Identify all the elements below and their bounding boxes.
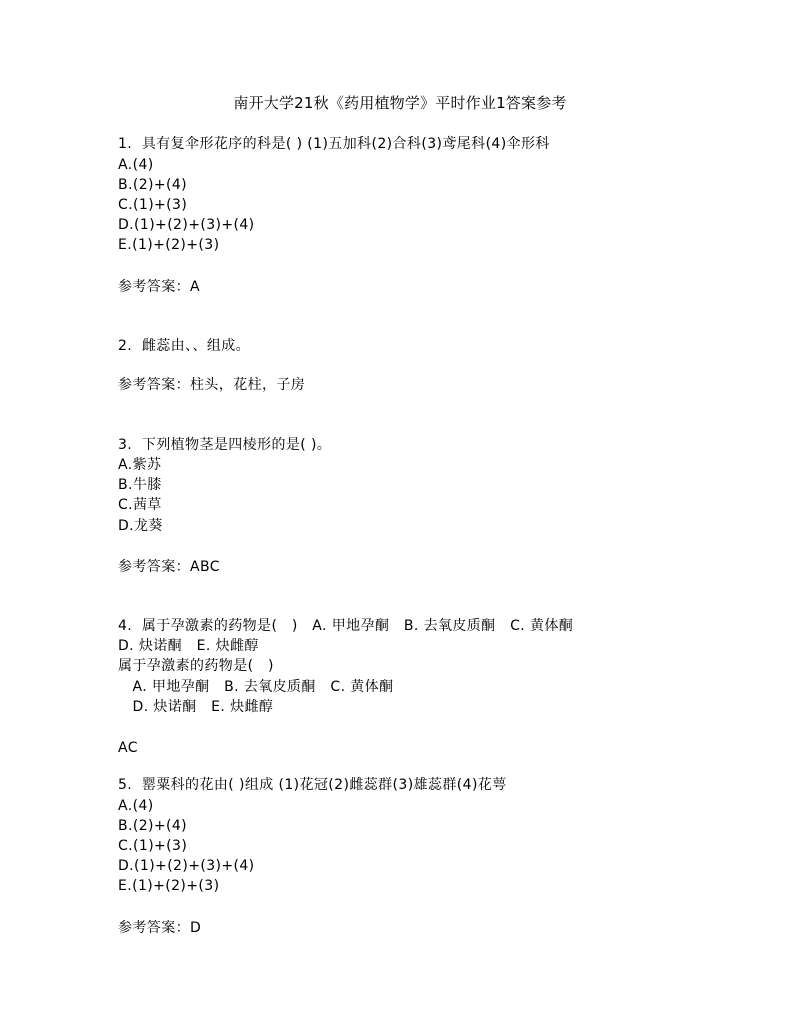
question-5-option-b: B.(2)+(4): [118, 818, 188, 834]
question-1-answer: 参考答案：A: [118, 279, 200, 295]
question-2-answer: 参考答案：柱头，花柱，子房: [118, 377, 306, 393]
question-3-answer: 参考答案：ABC: [118, 559, 220, 575]
question-1-option-d: D.(1)+(2)+(3)+(4): [118, 217, 255, 233]
question-1-option-a: A.(4): [118, 157, 154, 173]
question-4-stem-line-1: 4. 属于孕激素的药物是( ) A. 甲地孕酮 B. 去氧皮质酮 C. 黄体酮: [118, 618, 574, 634]
question-1-option-b: B.(2)+(4): [118, 177, 188, 193]
question-5-option-d: D.(1)+(2)+(3)+(4): [118, 858, 255, 874]
question-5-option-e: E.(1)+(2)+(3): [118, 878, 220, 894]
question-3-option-a: A.紫苏: [118, 457, 162, 473]
question-1-stem: 1. 具有复伞形花序的科是( ) (1)五加科(2)合科(3)鸢尾科(4)伞形科: [118, 136, 550, 152]
question-1-option-e: E.(1)+(2)+(3): [118, 237, 220, 253]
question-2-stem: 2. 雌蕊由、、组成。: [118, 338, 251, 354]
question-4-repeat-line-1: 属于孕激素的药物是( ): [118, 658, 274, 674]
question-3-option-d: D.龙葵: [118, 518, 163, 534]
question-3-stem: 3. 下列植物茎是四棱形的是( )。: [118, 437, 332, 453]
question-4-repeat-line-2: A. 甲地孕酮 B. 去氧皮质酮 C. 黄体酮: [118, 679, 394, 695]
question-1-option-c: C.(1)+(3): [118, 197, 188, 213]
question-5-option-a: A.(4): [118, 798, 154, 814]
question-5-option-c: C.(1)+(3): [118, 838, 188, 854]
question-3-option-b: B.牛膝: [118, 477, 162, 493]
question-4-repeat-line-3: D. 炔诺酮 E. 炔雌醇: [118, 699, 274, 715]
question-5-stem: 5. 罂粟科的花由( )组成 (1)花冠(2)雌蕊群(3)雄蕊群(4)花萼: [118, 777, 507, 793]
question-3-option-c: C.茜草: [118, 497, 162, 513]
question-4-answer: AC: [118, 740, 138, 756]
question-4-stem-line-2: D. 炔诺酮 E. 炔雌醇: [118, 638, 259, 654]
question-5-answer: 参考答案：D: [118, 920, 202, 936]
document-title: 南开大学21秋《药用植物学》平时作业1答案参考: [233, 94, 567, 112]
